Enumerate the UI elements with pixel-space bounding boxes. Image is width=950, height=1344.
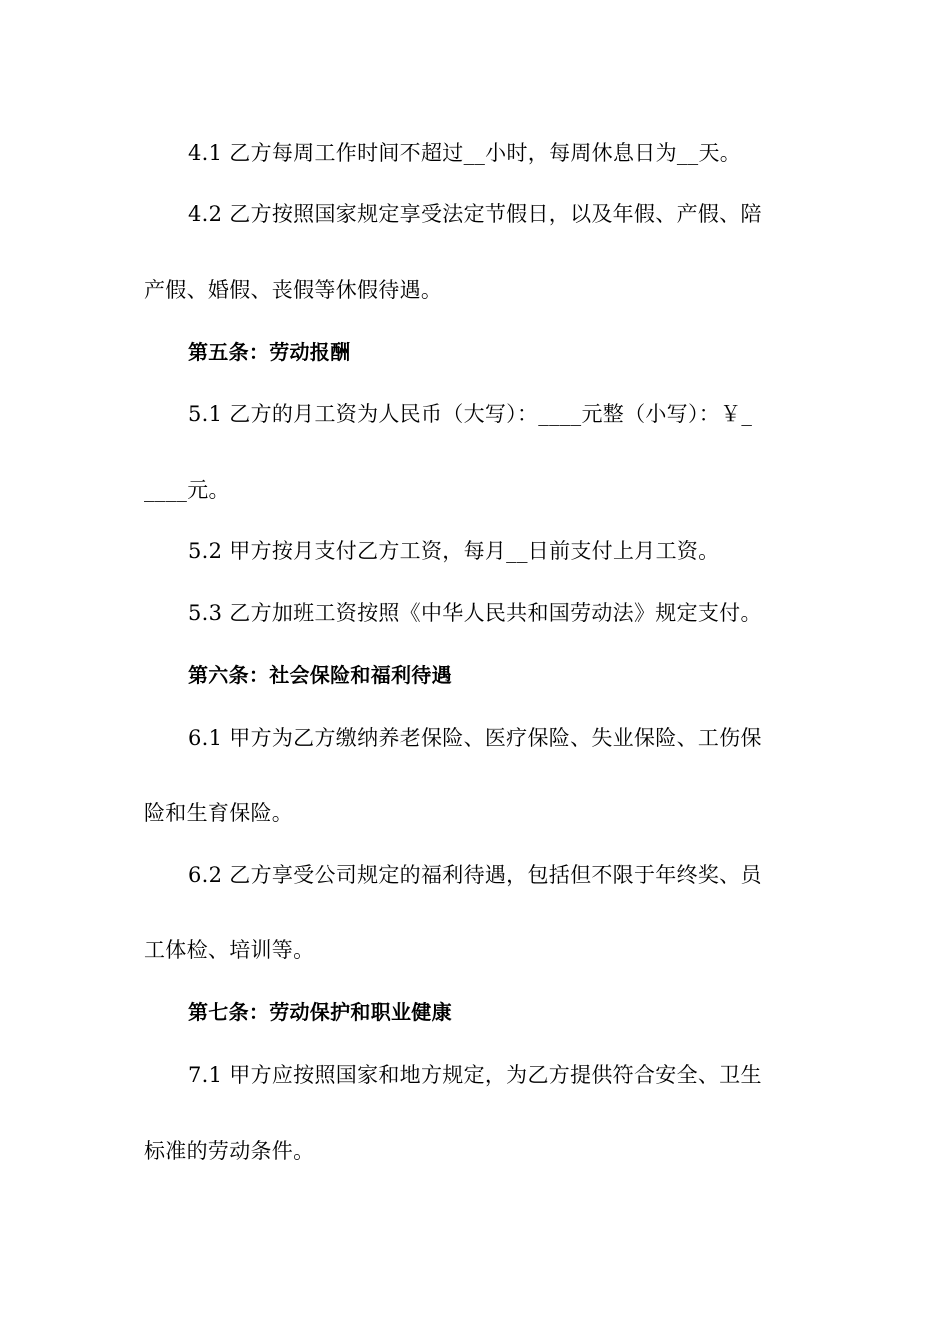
clause-7-1-line-1: 7.1 甲方应按照国家和地方规定，为乙方提供符合安全、卫生 (188, 1063, 762, 1087)
clause-4-1: 4.1 乙方每周工作时间不超过__小时，每周休息日为__天。 (188, 141, 742, 165)
article-6-heading: 第六条：社会保险和福利待遇 (188, 663, 452, 687)
clause-5-1-line-2: ____元。 (144, 478, 230, 502)
clause-6-2-line-1: 6.2 乙方享受公司规定的福利待遇，包括但不限于年终奖、员 (188, 863, 762, 887)
clause-6-1-line-1: 6.1 甲方为乙方缴纳养老保险、医疗保险、失业保险、工伤保 (188, 726, 762, 750)
clause-4-2-line-2: 产假、婚假、丧假等休假待遇。 (144, 278, 443, 302)
clause-7-1-line-2: 标准的劳动条件。 (144, 1139, 315, 1163)
clause-4-2-line-1: 4.2 乙方按照国家规定享受法定节假日，以及年假、产假、陪 (188, 202, 762, 226)
clause-5-1-line-1: 5.1 乙方的月工资为人民币（大写）：____元整（小写）：￥_ (188, 402, 753, 426)
clause-5-3: 5.3 乙方加班工资按照《中华人民共和国劳动法》规定支付。 (188, 601, 762, 625)
article-7-heading: 第七条：劳动保护和职业健康 (188, 1000, 452, 1024)
clause-6-1-line-2: 险和生育保险。 (144, 801, 294, 825)
article-5-heading: 第五条：劳动报酬 (188, 340, 351, 364)
clause-6-2-line-2: 工体检、培训等。 (144, 938, 315, 962)
clause-5-2: 5.2 甲方按月支付乙方工资，每月__日前支付上月工资。 (188, 539, 720, 563)
